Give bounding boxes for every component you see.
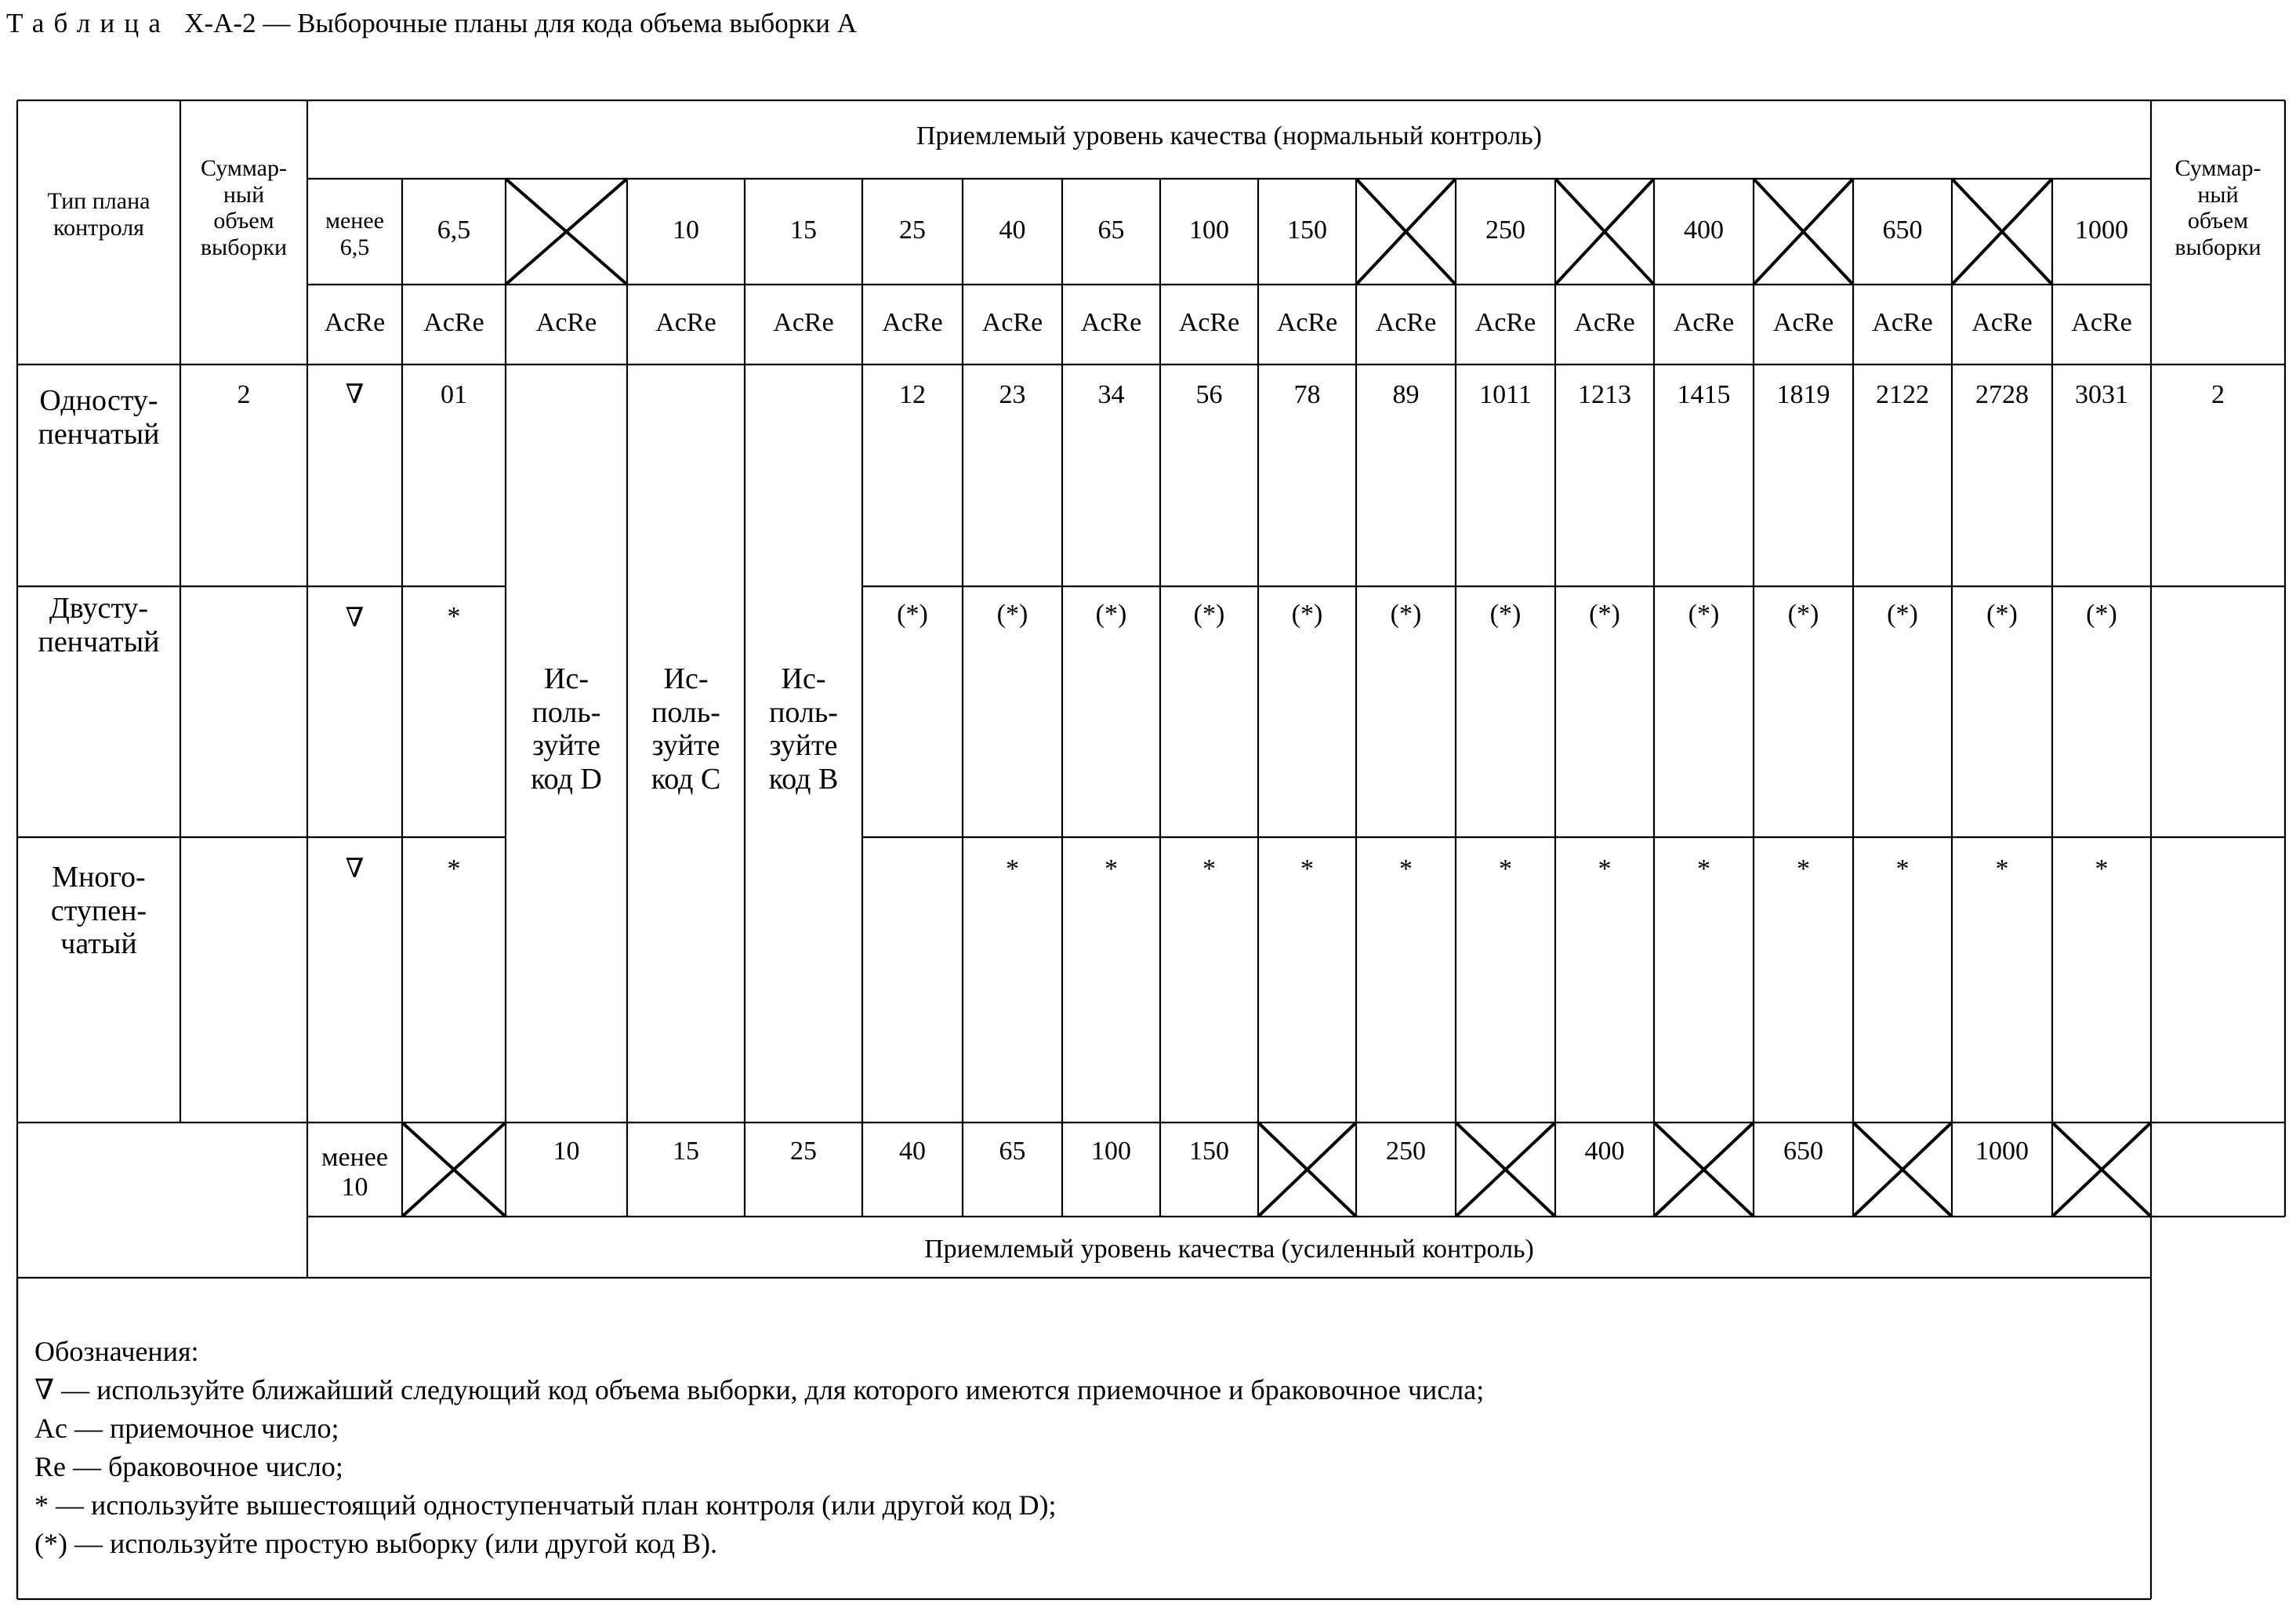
double-paren-star: (*) bbox=[1986, 600, 2018, 629]
acre-label: AcRe bbox=[324, 308, 386, 337]
single-acre-value: 1213 bbox=[1578, 380, 1631, 409]
multiple-symbol: ∇ bbox=[345, 854, 365, 883]
multiple-star: * bbox=[1300, 854, 1314, 883]
caption-word: Таблица bbox=[6, 8, 171, 38]
single-acre-value: 56 bbox=[1195, 380, 1223, 409]
aql-value-normal: менее 6,5 bbox=[325, 208, 384, 260]
acre-label: AcRe bbox=[535, 308, 597, 337]
single-acre-value: 2728 bbox=[1975, 380, 2029, 409]
aql-value-normal: 6,5 bbox=[437, 216, 471, 245]
aql-value-tightened: 100 bbox=[1091, 1137, 1131, 1166]
single-acre-value: 01 bbox=[441, 380, 467, 409]
multiple-star: * bbox=[1598, 854, 1612, 883]
sample-size-header-left: Суммар- ный объем выборки bbox=[200, 155, 288, 260]
acre-label: AcRe bbox=[981, 308, 1043, 337]
acre-label: AcRe bbox=[2071, 308, 2132, 337]
aql-value-tightened: 650 bbox=[1783, 1137, 1823, 1166]
aql-value-normal: 25 bbox=[899, 216, 926, 245]
legend-line-2: Ac — приемочное число; bbox=[34, 1413, 339, 1444]
acre-label: AcRe bbox=[882, 308, 943, 337]
aql-value-normal: 1000 bbox=[2075, 216, 2128, 245]
double-paren-star: (*) bbox=[897, 600, 928, 629]
use-code-b: Ис- поль- зуйте код B bbox=[768, 662, 839, 796]
multiple-star: * bbox=[2095, 854, 2109, 883]
legend bbox=[34, 1333, 1484, 1563]
single-acre-value: 23 bbox=[999, 380, 1026, 409]
aql-tightened-header: Приемлемый уровень качества (усиленный контроль) bbox=[924, 1235, 1534, 1264]
single-acre-value: 1819 bbox=[1776, 380, 1830, 409]
aql-value-normal: 100 bbox=[1189, 216, 1229, 245]
legend-line-4: * — используйте вышестоящий одноступенчатый план контроля (или другой код D); bbox=[34, 1489, 1057, 1521]
acre-label: AcRe bbox=[773, 308, 834, 337]
aql-value-normal: 150 bbox=[1287, 216, 1327, 245]
acre-label: AcRe bbox=[1474, 308, 1536, 337]
single-acre-value: 3031 bbox=[2075, 380, 2128, 409]
acre-label: AcRe bbox=[1772, 308, 1834, 337]
double-paren-star: (*) bbox=[1787, 600, 1819, 629]
aql-value-tightened: 250 bbox=[1386, 1137, 1426, 1166]
aql-normal-header: Приемлемый уровень качества (нормальный контроль) bbox=[916, 122, 1543, 151]
acre-label: AcRe bbox=[1276, 308, 1338, 337]
use-code-c: Ис- поль- зуйте код C bbox=[651, 662, 721, 796]
aql-value-normal: 250 bbox=[1485, 216, 1525, 245]
acre-label: AcRe bbox=[1080, 308, 1142, 337]
acre-label: AcRe bbox=[1673, 308, 1735, 337]
double-paren-star: (*) bbox=[1193, 600, 1225, 629]
aql-value-normal: 10 bbox=[673, 216, 699, 245]
legend-title: Обозначения: bbox=[34, 1336, 199, 1367]
double-paren-star: (*) bbox=[1688, 600, 1720, 629]
sample-size-header-right: Суммар- ный объем выборки bbox=[2174, 155, 2262, 260]
double-paren-star: (*) bbox=[1291, 600, 1323, 629]
row-label-double: Двусту- пенчатый bbox=[38, 592, 160, 658]
multiple-star: * bbox=[1104, 854, 1118, 883]
plan-type-header: Тип плана контроля bbox=[47, 188, 151, 241]
aql-value-normal: 65 bbox=[1097, 216, 1125, 245]
double-paren-star: (*) bbox=[1489, 600, 1522, 629]
double-paren-star: (*) bbox=[1095, 600, 1127, 629]
double-paren-star: (*) bbox=[2086, 600, 2117, 629]
multiple-star: * bbox=[1202, 854, 1216, 883]
single-acre-value: 1415 bbox=[1677, 380, 1731, 409]
acre-label: AcRe bbox=[423, 308, 484, 337]
aql-value-tightened: 40 bbox=[899, 1137, 926, 1166]
aql-value-normal: 15 bbox=[790, 216, 817, 245]
acre-label: AcRe bbox=[1178, 308, 1240, 337]
multiple-star: * bbox=[1499, 854, 1512, 883]
aql-value-tightened: 15 bbox=[673, 1137, 699, 1166]
aql-value-tightened: 10 bbox=[553, 1137, 580, 1166]
acre-label: AcRe bbox=[655, 308, 716, 337]
double-paren-star: (*) bbox=[1589, 600, 1620, 629]
aql-value-tightened: 400 bbox=[1584, 1137, 1625, 1166]
aql-value-normal: 650 bbox=[1882, 216, 1923, 245]
aql-value-tightened: менее 10 bbox=[321, 1143, 388, 1202]
single-acre-value: ∇ bbox=[345, 380, 365, 409]
legend-line-5: (*) — используйте простую выборку (или другой код B). bbox=[34, 1528, 718, 1559]
multiple-star: * bbox=[1006, 854, 1019, 883]
single-acre-value: 1011 bbox=[1479, 380, 1532, 409]
acre-label: AcRe bbox=[1872, 308, 1933, 337]
caption-text: Х-А-2 — Выборочные планы для кода объема выборки A bbox=[184, 8, 857, 38]
legend-line-1: ∇ — используйте ближайший следующий код объема выборки, для которого имеются приемочное и браковочное числа; bbox=[34, 1374, 1485, 1405]
single-acre-value: 89 bbox=[1392, 380, 1420, 409]
legend-line-3: Re — браковочное число; bbox=[34, 1451, 343, 1482]
acre-label: AcRe bbox=[1971, 308, 2033, 337]
aql-value-tightened: 25 bbox=[790, 1137, 817, 1166]
row-label-multiple: Много- ступен- чатый bbox=[50, 861, 147, 961]
single-acre-value: 12 bbox=[899, 380, 926, 409]
acre-label: AcRe bbox=[1574, 308, 1635, 337]
single-sample-size: 2 bbox=[237, 380, 251, 409]
aql-value-normal: 400 bbox=[1684, 216, 1724, 245]
double-symbol: ∇ bbox=[345, 604, 365, 633]
double-symbol: * bbox=[447, 602, 461, 631]
double-paren-star: (*) bbox=[1887, 600, 1918, 629]
use-code-d: Ис- поль- зуйте код D bbox=[531, 662, 602, 796]
acre-label: AcRe bbox=[1375, 308, 1437, 337]
row-label-single: Односту- пенчатый bbox=[38, 384, 160, 451]
double-paren-star: (*) bbox=[996, 600, 1028, 629]
multiple-symbol: * bbox=[447, 854, 461, 883]
multiple-star: * bbox=[1995, 854, 2009, 883]
single-acre-value: 78 bbox=[1293, 380, 1321, 409]
multiple-star: * bbox=[1797, 854, 1810, 883]
aql-value-normal: 40 bbox=[999, 216, 1026, 245]
multiple-star: * bbox=[1399, 854, 1413, 883]
single-sample-size-right: 2 bbox=[2211, 380, 2225, 409]
multiple-star: * bbox=[1895, 854, 1910, 883]
aql-value-tightened: 65 bbox=[999, 1137, 1026, 1166]
aql-value-tightened: 150 bbox=[1189, 1137, 1229, 1166]
single-acre-value: 2122 bbox=[1876, 380, 1929, 409]
single-acre-value: 34 bbox=[1097, 380, 1125, 409]
aql-value-tightened: 1000 bbox=[1975, 1137, 2029, 1166]
multiple-star: * bbox=[1697, 854, 1710, 883]
double-paren-star: (*) bbox=[1390, 600, 1422, 629]
